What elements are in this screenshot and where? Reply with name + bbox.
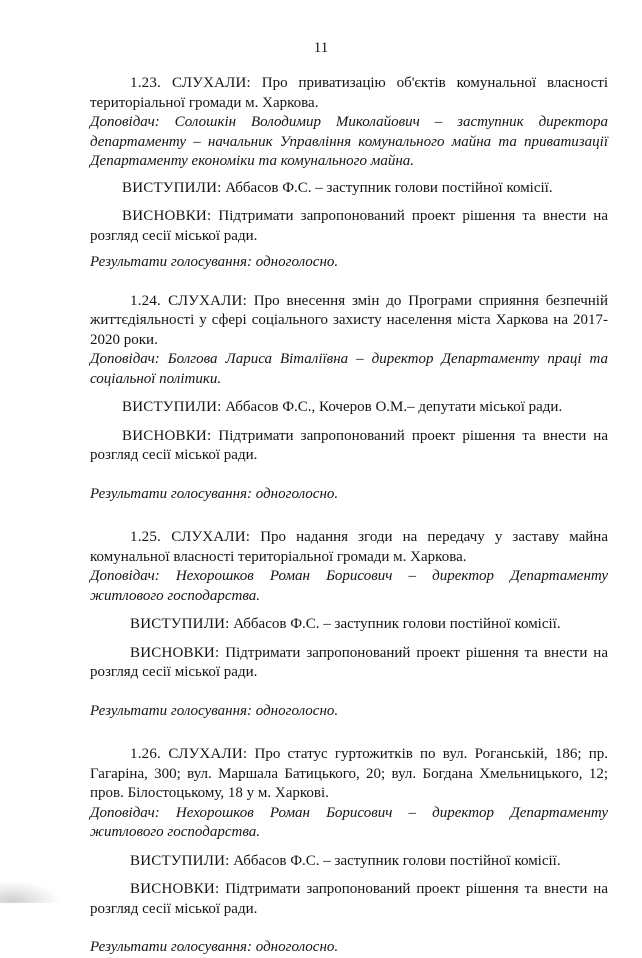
speaker-line: Доповідач: Солошкін Володимир Миколайович – заступник директора департаменту – начальник Управління комунального майна та приватизації Департаменту економіки та комунального майна. <box>90 114 608 169</box>
heard-text: Про внесення змін до Програми сприяння безпечній життєдіяльності у сфері соціального захисту населення міста Харкова на 2017-2020 роки. <box>90 292 608 348</box>
spoke-text: Аббасов Ф.С. – заступник голови постійної комісії. <box>229 852 561 869</box>
vote-result: Результати голосування: одноголосно. <box>90 939 339 955</box>
heard-paragraph <box>90 74 608 113</box>
agenda-item-1-25 <box>90 528 608 721</box>
conclusion-text: Підтримати запропонований проект рішення та внести на розгляд сесії міської ради. <box>90 881 608 917</box>
spoke-label: ВИСТУПИЛИ: <box>122 179 222 196</box>
spoke-paragraph <box>90 398 608 418</box>
spoke-text: Аббасов Ф.С. – заступник голови постійної комісії. <box>221 179 553 196</box>
conclusion-paragraph <box>90 207 608 246</box>
conclusion-paragraph <box>90 427 608 466</box>
heard-label: 1.24. СЛУХАЛИ: <box>130 292 247 309</box>
document-body <box>90 74 608 958</box>
heard-paragraph <box>90 292 608 351</box>
agenda-item-1-24 <box>90 292 608 505</box>
spoke-label: ВИСТУПИЛИ: <box>130 616 230 632</box>
heard-label: 1.26. СЛУХАЛИ: <box>130 746 248 762</box>
spoke-text: Аббасов Ф.С., Кочеров О.М.– депутати міської ради. <box>221 399 563 415</box>
conclusion-paragraph <box>90 880 608 919</box>
spoke-label: ВИСТУПИЛИ: <box>122 399 222 415</box>
conclusion-label: ВИСНОВКИ: <box>130 881 220 897</box>
page-number: 11 <box>313 40 329 56</box>
heard-paragraph <box>90 528 608 567</box>
spoke-paragraph <box>90 615 608 635</box>
conclusion-text: Підтримати запропонований проект рішення та внести на розгляд сесії міської ради. <box>90 644 608 680</box>
spoke-text: Аббасов Ф.С. – заступник голови постійної комісії. <box>229 616 561 632</box>
heard-paragraph <box>90 745 608 804</box>
speaker-line: Доповідач: Нехорошков Роман Борисович – директор Департаменту житлового господарства. <box>90 568 608 604</box>
vote-result: Результати голосування: одноголосно. <box>90 254 339 270</box>
conclusion-label: ВИСНОВКИ: <box>130 644 220 661</box>
speaker-line: Доповідач: Болгова Лариса Віталіївна – директор Департаменту праці та соціальної політики. <box>90 351 608 387</box>
conclusion-text: Підтримати запропонований проект рішення та внести на розгляд сесії міської ради. <box>90 208 608 244</box>
spoke-paragraph <box>90 852 608 872</box>
heard-text: Про надання згоди на передачу у заставу майна комунальної власності територіальної громади м. Харкова. <box>90 529 608 565</box>
conclusion-text: Підтримати запропонований проект рішення та внести на розгляд сесії міської ради. <box>90 427 608 463</box>
heard-label: 1.25. СЛУХАЛИ: <box>130 529 251 545</box>
vote-result: Результати голосування: одноголосно. <box>90 702 339 719</box>
scan-artifact <box>0 881 60 903</box>
vote-result: Результати голосування: одноголосно. <box>90 485 339 502</box>
conclusion-paragraph <box>90 644 608 683</box>
speaker-line: Доповідач: Нехорошков Роман Борисович – директор Департаменту житлового господарства. <box>90 804 608 840</box>
conclusion-label: ВИСНОВКИ: <box>122 427 212 444</box>
spoke-label: ВИСТУПИЛИ: <box>130 852 230 869</box>
heard-text: Про приватизацію об'єктів комунальної власності територіальної громади м. Харкова. <box>90 75 608 111</box>
agenda-item-1-26 <box>90 745 608 958</box>
heard-label: 1.23. СЛУХАЛИ: <box>130 75 251 91</box>
heard-text: Про статус гуртожитків по вул. Роганській, 186; пр. Гагаріна, 300; вул. Маршала Батицького, 20; вул. Богдана Хмельницького, 12; пров. Білостоцькому, 18 у м. Харкові. <box>90 746 608 801</box>
agenda-item-1-23 <box>90 74 608 273</box>
conclusion-label: ВИСНОВКИ: <box>122 208 212 224</box>
spoke-paragraph <box>90 179 608 199</box>
